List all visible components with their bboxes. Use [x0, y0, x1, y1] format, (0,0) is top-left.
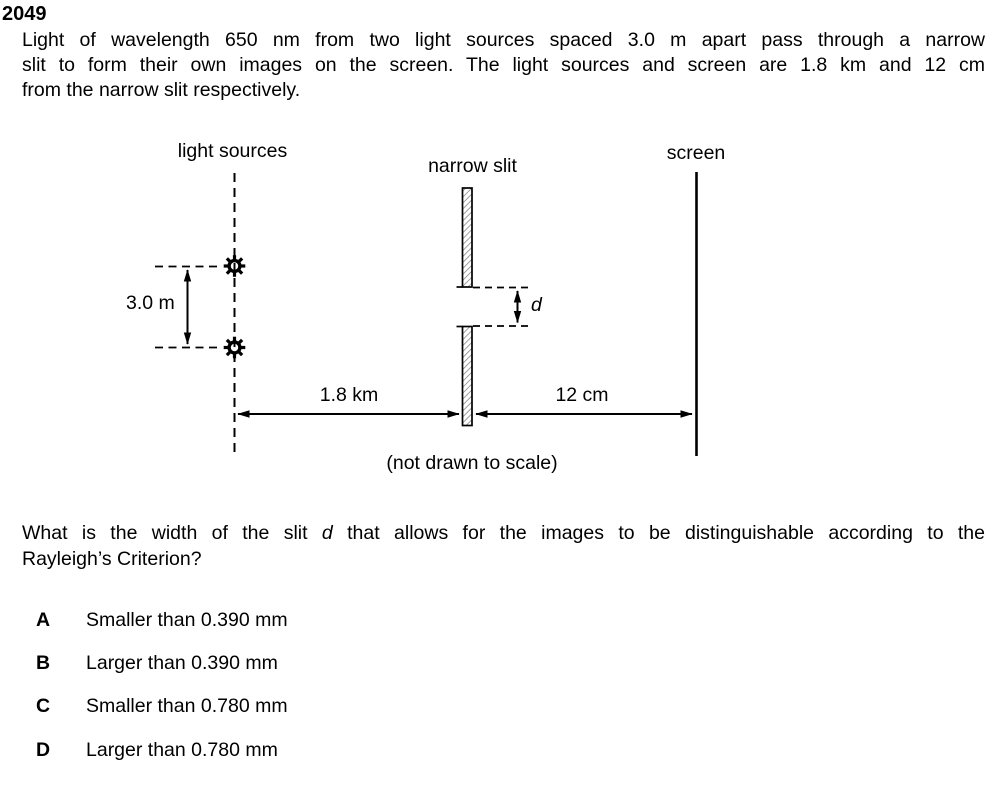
intro-line-2: slit to form their own images on the screen. The light sources and screen are 1.8 km and 12 cm — [22, 54, 985, 76]
slit-width-symbol-label: d — [531, 294, 542, 316]
screen-label: screen — [666, 142, 726, 164]
intro-line-1: Light of wavelength 650 nm from two light sources spaced 3.0 m apart pass through a narrow — [22, 29, 985, 51]
slit-top-bar — [463, 188, 473, 287]
option-row-a — [36, 608, 536, 632]
slit-to-screen-distance-label: 12 cm — [555, 384, 609, 406]
option-text-d: Larger than 0.780 mm — [86, 739, 278, 761]
source-separation-label: 3.0 m — [126, 292, 175, 314]
source-to-slit-distance-label: 1.8 km — [319, 384, 379, 406]
option-text-a: Smaller than 0.390 mm — [86, 609, 288, 631]
option-row-c — [36, 694, 536, 718]
option-letter-a: A — [36, 609, 51, 631]
option-row-d — [36, 738, 536, 762]
question-part-2: that allows for the images to be distinguishable according to the — [332, 522, 985, 544]
question-line-2: Rayleigh’s Criterion? — [22, 548, 202, 570]
slit-bottom-bar — [463, 327, 473, 426]
scale-note-label: (not drawn to scale) — [386, 452, 558, 474]
option-letter-c: C — [36, 695, 51, 717]
intro-line-3: from the narrow slit respectively. — [22, 79, 301, 101]
question-part-1: What is the width of the slit — [22, 522, 322, 544]
slit-width-symbol-inline: d — [321, 522, 333, 544]
option-letter-b: B — [36, 652, 51, 674]
option-text-c: Smaller than 0.780 mm — [86, 695, 288, 717]
question-number: 2049 — [2, 3, 47, 25]
question-text — [22, 520, 985, 572]
option-text-b: Larger than 0.390 mm — [86, 652, 278, 674]
option-letter-d: D — [36, 739, 51, 761]
light-sources-label: light sources — [177, 140, 288, 162]
option-row-b — [36, 651, 536, 675]
question-line-1 — [22, 520, 985, 546]
light-source-icon-bottom — [224, 337, 246, 359]
narrow-slit-label: narrow slit — [428, 155, 517, 177]
